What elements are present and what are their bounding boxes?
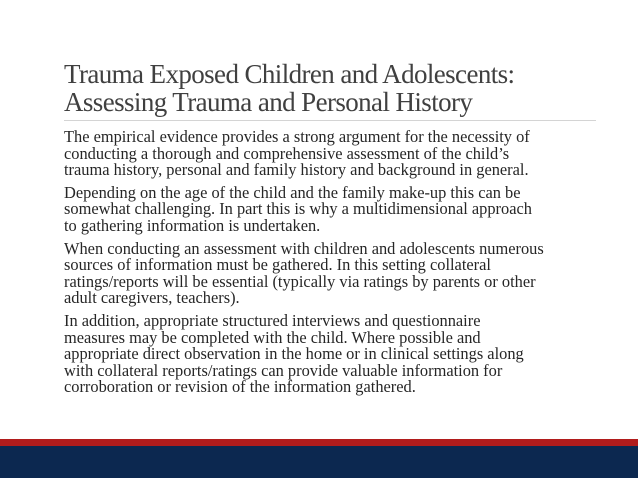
- body-line: with collateral reports/ratings can provide valuable information for: [64, 360, 503, 380]
- body-line: When conducting an assessment with children and adolescents numerous: [64, 238, 544, 258]
- body-line: The empirical evidence provides a strong argument for the necessity of: [64, 127, 530, 146]
- body-line: ratings/reports will be essential (typically via ratings by parents or other: [64, 271, 536, 291]
- slide-title-line: Assessing Trauma and Personal History: [64, 87, 473, 117]
- slide-title-line: Trauma Exposed Children and Adolescents:: [64, 59, 515, 89]
- body-line: somewhat challenging. In part this is why a multidimensional approach: [64, 199, 532, 219]
- body-paragraph-interviews: [64, 310, 594, 397]
- body-line: sources of information must be gathered. In this setting collateral: [64, 255, 491, 275]
- body-paragraph-age: [64, 182, 594, 235]
- slide-body: [64, 129, 594, 402]
- footer-band: [0, 446, 638, 478]
- body-line: conducting a thorough and comprehensive assessment of the child’s: [64, 143, 510, 163]
- footer-accent-stripe: [0, 439, 638, 446]
- body-line: Depending on the age of the child and the family make-up this can be: [64, 182, 521, 202]
- body-line: measures may be completed with the child. Where possible and: [64, 327, 481, 347]
- title-divider: [64, 120, 596, 121]
- body-line: In addition, appropriate structured interviews and questionnaire: [64, 310, 481, 330]
- body-line: adult caregivers, teachers).: [64, 288, 240, 308]
- body-line: to gathering information is undertaken.: [64, 215, 321, 235]
- slide-title: [64, 60, 604, 116]
- body-line: appropriate direct observation in the home or in clinical settings along: [64, 344, 524, 364]
- body-line: corroboration or revision of the information gathered.: [64, 377, 416, 397]
- body-paragraph-evidence: [64, 129, 594, 179]
- body-paragraph-sources: [64, 238, 594, 308]
- body-line: trauma history, personal and family history and background in general.: [64, 160, 529, 180]
